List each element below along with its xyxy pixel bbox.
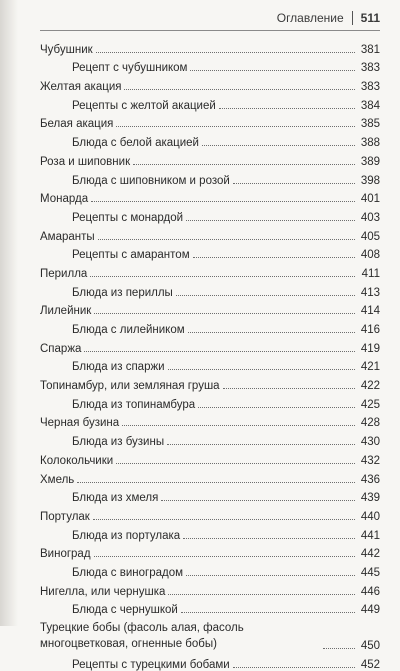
toc-entry-title: Чубушник bbox=[40, 43, 93, 56]
toc-subentry bbox=[40, 598, 380, 617]
toc-entry-title: Желтая акация bbox=[40, 81, 122, 94]
toc-entry-title: Блюда из хмеля bbox=[72, 492, 159, 505]
header-section-title: Оглавление bbox=[276, 11, 344, 25]
toc-dot-leader bbox=[186, 220, 355, 221]
toc-entry-page: 405 bbox=[360, 230, 380, 243]
toc-entry-title: Лилейник bbox=[40, 305, 92, 318]
toc-entry-title: Блюда с белой акацией bbox=[72, 137, 199, 150]
toc-entry-page: 416 bbox=[360, 324, 380, 336]
toc-entry-page: 430 bbox=[360, 436, 380, 449]
toc-entry-page: 411 bbox=[361, 267, 380, 280]
toc-dot-leader bbox=[77, 482, 355, 483]
toc-subentry bbox=[40, 429, 380, 448]
toc-dot-leader bbox=[176, 295, 355, 296]
toc-entry-title: Блюда с шиповником и розой bbox=[72, 174, 230, 187]
toc-entry-page: 445 bbox=[360, 566, 380, 579]
toc-entry-page: 422 bbox=[360, 380, 380, 393]
toc-subentry bbox=[40, 652, 380, 671]
toc-entry-page: 403 bbox=[360, 211, 380, 224]
toc-entry bbox=[40, 542, 380, 561]
toc-dot-leader bbox=[168, 369, 355, 370]
toc-entry-page: 419 bbox=[360, 342, 380, 355]
toc-dot-leader bbox=[96, 52, 355, 53]
toc-subentry bbox=[40, 560, 380, 579]
table-of-contents bbox=[40, 37, 380, 671]
toc-entry-title: Портулак bbox=[40, 510, 90, 523]
toc-dot-leader bbox=[116, 126, 355, 127]
toc-dot-leader bbox=[94, 556, 355, 557]
toc-entry bbox=[40, 448, 380, 467]
toc-dot-leader bbox=[133, 164, 355, 165]
toc-entry bbox=[40, 373, 380, 392]
toc-entry-page: 398 bbox=[360, 174, 380, 187]
toc-entry-page: 436 bbox=[360, 473, 380, 486]
toc-dot-leader bbox=[233, 183, 355, 184]
toc-entry bbox=[40, 336, 380, 355]
toc-entry-page: 446 bbox=[360, 585, 380, 598]
toc-dot-leader bbox=[181, 612, 355, 613]
toc-entry-page: 413 bbox=[360, 286, 380, 299]
toc-entry bbox=[40, 299, 380, 318]
toc-dot-leader bbox=[323, 648, 355, 649]
toc-entry-title: Блюда из топинамбура bbox=[72, 398, 196, 411]
toc-dot-leader bbox=[90, 276, 355, 277]
toc-entry-page: 428 bbox=[360, 417, 380, 430]
header-separator bbox=[352, 11, 353, 25]
toc-dot-leader bbox=[198, 407, 355, 408]
toc-entry-title: Рецепты с турецкими бобами bbox=[72, 659, 230, 671]
toc-entry-page: 432 bbox=[360, 454, 380, 467]
toc-entry-title: Блюда из портулака bbox=[72, 529, 181, 542]
toc-entry-page: 389 bbox=[360, 155, 380, 168]
toc-dot-leader bbox=[161, 500, 355, 501]
toc-entry-title: Блюда с лилейником bbox=[72, 324, 185, 336]
toc-entry-page: 401 bbox=[360, 193, 380, 206]
toc-subentry bbox=[40, 355, 380, 374]
toc-dot-leader bbox=[98, 239, 355, 240]
toc-subentry bbox=[40, 243, 380, 262]
toc-dot-leader bbox=[188, 332, 355, 333]
toc-subentry bbox=[40, 523, 380, 542]
toc-entry-title: Рецепт с чубушником bbox=[72, 62, 188, 75]
toc-entry bbox=[40, 504, 380, 523]
toc-dot-leader bbox=[93, 519, 355, 520]
toc-subentry bbox=[40, 392, 380, 411]
toc-entry-page: 385 bbox=[360, 118, 380, 131]
toc-entry bbox=[40, 261, 380, 280]
toc-entry-title: Блюда из периллы bbox=[72, 286, 173, 299]
toc-entry-title: Топинамбур, или земляная груша bbox=[40, 380, 220, 393]
toc-dot-leader bbox=[122, 425, 355, 426]
toc-entry-page: 450 bbox=[360, 640, 380, 653]
toc-entry bbox=[40, 74, 380, 93]
toc-entry bbox=[40, 112, 380, 131]
toc-entry-title: Блюда с виноградом bbox=[72, 566, 184, 579]
toc-subentry bbox=[40, 93, 380, 112]
toc-entry-page: 388 bbox=[360, 137, 380, 150]
toc-entry-page: 441 bbox=[360, 529, 380, 542]
toc-entry-title: Виноград bbox=[40, 548, 91, 561]
toc-entry bbox=[40, 467, 380, 486]
toc-dot-leader bbox=[168, 594, 355, 595]
toc-subentry bbox=[40, 205, 380, 224]
toc-subentry bbox=[40, 130, 380, 149]
toc-dot-leader bbox=[193, 257, 355, 258]
toc-dot-leader bbox=[116, 463, 355, 464]
toc-entry-page: 425 bbox=[360, 398, 380, 411]
toc-entry-title: Роза и шиповник bbox=[40, 155, 131, 168]
toc-entry-title: Черная бузина bbox=[40, 417, 120, 430]
toc-dot-leader bbox=[223, 388, 355, 389]
toc-entry-page: 452 bbox=[360, 659, 380, 671]
toc-entry-page: 383 bbox=[360, 81, 380, 94]
toc-entry-page: 442 bbox=[360, 548, 380, 561]
toc-subentry bbox=[40, 280, 380, 299]
toc-dot-leader bbox=[183, 538, 355, 539]
toc-dot-leader bbox=[233, 667, 355, 668]
running-header bbox=[40, 6, 380, 31]
toc-entry-title: Спаржа bbox=[40, 342, 82, 355]
toc-entry bbox=[40, 187, 380, 206]
header-page-number: 511 bbox=[360, 11, 380, 25]
toc-entry-page: 421 bbox=[360, 361, 380, 374]
toc-entry-title: Перилла bbox=[40, 267, 88, 280]
toc-entry bbox=[40, 411, 380, 430]
toc-entry-page: 381 bbox=[360, 43, 380, 56]
toc-dot-leader bbox=[91, 201, 355, 202]
toc-dot-leader bbox=[84, 351, 355, 352]
toc-entry-page: 414 bbox=[360, 305, 380, 318]
page-edge-shadow bbox=[0, 0, 18, 626]
toc-dot-leader bbox=[186, 575, 355, 576]
toc-dot-leader bbox=[94, 313, 355, 314]
toc-entry-title: Рецепты с желтой акацией bbox=[72, 99, 216, 112]
toc-entry-title: Блюда из спаржи bbox=[72, 361, 165, 374]
toc-entry-title: Турецкие бобы (фасоль алая, фасоль многоцветковая, огненные бобы) bbox=[40, 622, 244, 651]
toc-subentry bbox=[40, 317, 380, 336]
toc-entry-page: 408 bbox=[360, 249, 380, 262]
toc-entry-title: Белая акация bbox=[40, 118, 114, 131]
toc-entry-page: 440 bbox=[360, 510, 380, 523]
toc-entry bbox=[40, 224, 380, 243]
toc-entry bbox=[40, 579, 380, 598]
toc-entry-page: 384 bbox=[360, 99, 380, 112]
toc-entry bbox=[40, 616, 380, 652]
toc-entry-title: Амаранты bbox=[40, 230, 95, 243]
toc-entry-title: Рецепты с амарантом bbox=[72, 249, 190, 262]
toc-entry-title: Нигелла, или чернушка bbox=[40, 585, 166, 598]
toc-dot-leader bbox=[167, 444, 355, 445]
toc-entry bbox=[40, 37, 380, 56]
toc-subentry bbox=[40, 486, 380, 505]
toc-subentry bbox=[40, 56, 380, 75]
toc-dot-leader bbox=[190, 70, 355, 71]
toc-entry-title: Блюда с чернушкой bbox=[72, 604, 178, 617]
toc-entry-title: Блюда из бузины bbox=[72, 436, 165, 449]
toc-entry-page: 383 bbox=[360, 62, 380, 75]
toc-entry-title: Рецепты с монардой bbox=[72, 211, 184, 224]
toc-dot-leader bbox=[124, 89, 355, 90]
toc-entry-title: Хмель bbox=[40, 473, 75, 486]
toc-dot-leader bbox=[219, 108, 355, 109]
toc-entry-title: Монарда bbox=[40, 193, 89, 206]
toc-dot-leader bbox=[202, 145, 355, 146]
toc-entry-page: 439 bbox=[360, 492, 380, 505]
toc-subentry bbox=[40, 168, 380, 187]
toc-entry bbox=[40, 149, 380, 168]
toc-entry-page: 449 bbox=[360, 604, 380, 617]
toc-entry-title: Колокольчики bbox=[40, 454, 114, 467]
